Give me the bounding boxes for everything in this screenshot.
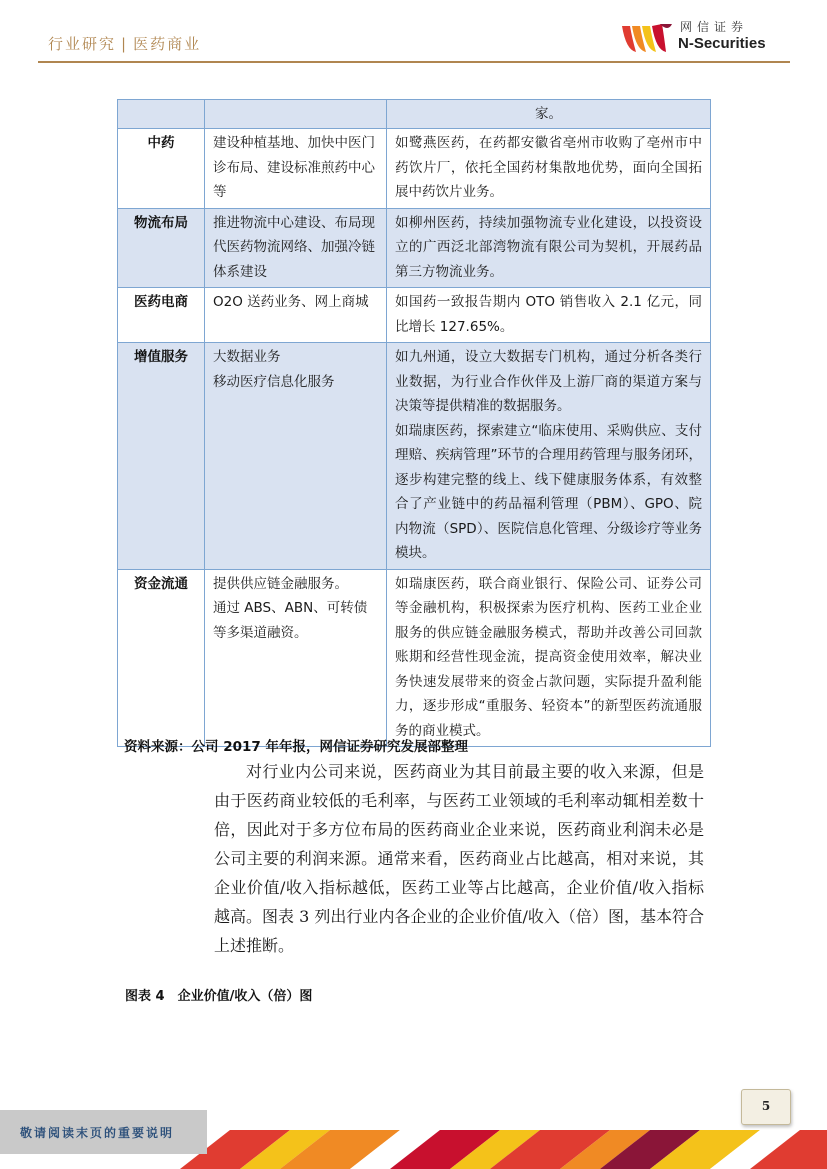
page-number: 5 [761, 1099, 771, 1113]
header-section: 行业研究 [48, 35, 117, 53]
page-number-box [741, 1089, 791, 1125]
table-row [118, 129, 711, 209]
measure-cell: 建设种植基地、加快中医门诊布局、建设标准煎药中心等 [205, 129, 387, 209]
category-cell [118, 100, 205, 129]
body-paragraph: 对行业内公司来说，医药商业为其目前最主要的收入来源，但是由于医药商业较低的毛利率，与医药工业领域的毛利率动辄相差数十倍，因此对于多方位布局的医药商业企业来说，医药商业利润未必是公司主要的利润来源。通常来看，医药商业占比越高，相对来说，其企业价值/收入指标越低，医药工业等占比越高，企业价值/收入指标越高。图表 3 列出行业内各企业的企业价值/收入（倍）图，基本符合上述推断。 [214, 762, 704, 955]
table-row [118, 208, 711, 288]
example-cell: 如柳州医药，持续加强物流专业化建设，以投资设立的广西泛北部湾物流有限公司为契机，开展药品第三方物流业务。 [387, 208, 711, 288]
table-row [118, 569, 711, 747]
example-cell: 家。 [387, 100, 711, 129]
measure-cell [205, 569, 387, 747]
measure-line: 通过 ABS、ABN、可转债等多渠道融资。 [213, 600, 368, 641]
example-paragraph: 如瑞康医药，探索建立“临床使用、采购供应、支付理赔、疾病管理”环节的合理用药管理与服务闭环，逐步构建完整的线上、线下健康服务体系，有效整合了产业链中的药品福利管理（PBM）、GPO、院内物流（SPD）、医院信息化管理、分级诊疗等业务模块。 [395, 422, 702, 561]
example-cell: 如鹭燕医药，在药都安徽省亳州市收购了亳州市中药饮片厂，依托全国药材集散地优势，面向全国拓展中药饮片业务。 [387, 129, 711, 209]
logo-mark-icon [620, 20, 674, 56]
category-cell: 资金流通 [118, 569, 205, 747]
figure-caption: 图表 4 企业价值/收入（倍）图 [125, 989, 313, 1004]
table-row [118, 343, 711, 570]
example-paragraph: 如九州通，设立大数据专门机构，通过分析各类行业数据，为行业合作伙伴及上游厂商的渠道方案与决策等提供精准的数据服务。 [395, 349, 702, 414]
example-cell: 如瑞康医药，联合商业银行、保险公司、证券公司等金融机构，积极探索为医疗机构、医药工业企业服务的供应链金融服务模式，帮助并改善公司回款账期和经营性现金流，提高资金使用效率，解决业务快速发展带来的资金占款问题，实际提升盈利能力，逐步形成“重服务、轻资本”的新型医药流通服务的商业模式。 [387, 569, 711, 747]
company-logo [620, 14, 780, 58]
measure-cell [205, 100, 387, 129]
measure-cell [205, 343, 387, 570]
header-title [48, 33, 201, 54]
measure-line: 大数据业务 [213, 349, 281, 365]
page-header [0, 0, 827, 66]
footer-disclaimer-bar [0, 1110, 207, 1154]
logo-chinese-name: 网信证券 [680, 20, 749, 32]
example-cell [387, 343, 711, 570]
category-cell: 增值服务 [118, 343, 205, 570]
table-row [118, 288, 711, 343]
category-cell: 医药电商 [118, 288, 205, 343]
footer-disclaimer-text: 敬请阅读末页的重要说明 [20, 1126, 175, 1140]
measure-cell: O2O 送药业务、网上商城 [205, 288, 387, 343]
header-divider [38, 61, 790, 63]
measure-cell: 推进物流中心建设、布局现代医药物流网络、加强冷链体系建设 [205, 208, 387, 288]
category-cell: 中药 [118, 129, 205, 209]
logo-english-name: N-Securities [678, 35, 766, 52]
header-separator: | [121, 35, 129, 53]
business-layout-table [117, 99, 711, 747]
header-industry: 医药商业 [133, 35, 202, 53]
measure-line: 提供供应链金融服务。 [213, 575, 348, 592]
table-source-note: 资料来源：公司 2017 年年报，网信证券研究发展部整理 [124, 739, 468, 755]
example-cell: 如国药一致报告期内 OTO 销售收入 2.1 亿元，同比增长 127.65%。 [387, 288, 711, 343]
table-row [118, 100, 711, 129]
measure-line: 移动医疗信息化服务 [213, 373, 335, 390]
category-cell: 物流布局 [118, 208, 205, 288]
